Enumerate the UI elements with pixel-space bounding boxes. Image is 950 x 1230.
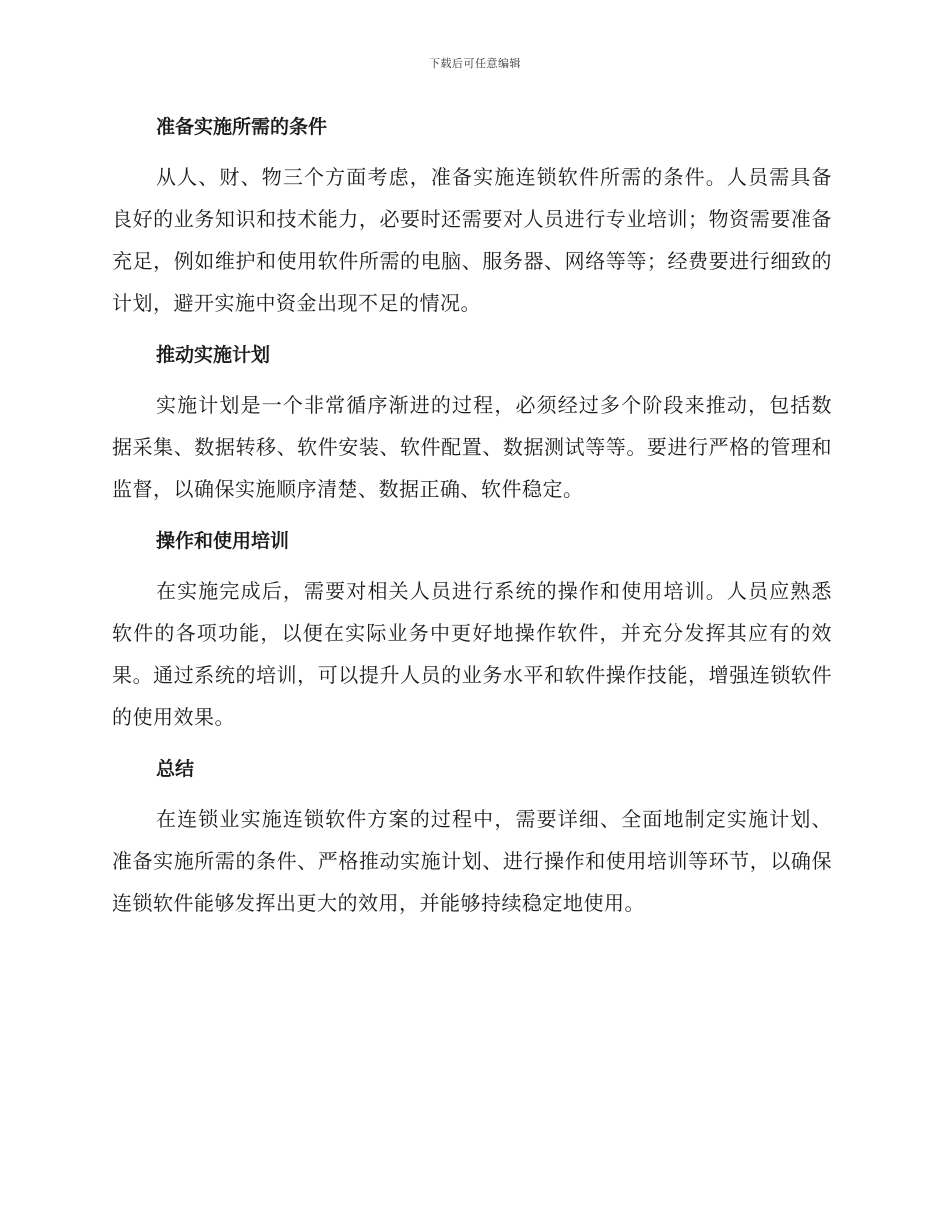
page-header: 下载后可任意编辑 bbox=[429, 57, 521, 70]
section-heading-conditions: 准备实施所需的条件 bbox=[156, 116, 328, 138]
section-heading-plan: 推动实施计划 bbox=[156, 344, 271, 366]
section-paragraph-training: 在实施完成后，需要对相关人员进行系统的操作和使用培训。人员应熟悉软件的各项功能，以便在实际业务中更好地操作软件，并充分发挥其应有的效果。通过系统的培训，可以提升人员的业务水平和软件操作技能，增强连锁软件的使用效果。 bbox=[112, 579, 832, 729]
section-paragraph-summary: 在连锁业实施连锁软件方案的过程中，需要详细、全面地制定实施计划、准备实施所需的条件、严格推动实施计划、进行操作和使用培训等环节，以确保连锁软件能够发挥出更大的效用，并能够持续稳定地使用。 bbox=[112, 807, 832, 915]
document-body bbox=[112, 108, 832, 936]
section-paragraph-plan: 实施计划是一个非常循序渐进的过程，必须经过多个阶段来推动，包括数据采集、数据转移、软件安装、软件配置、数据测试等等。要进行严格的管理和监督，以确保实施顺序清楚、数据正确、软件稳定。 bbox=[112, 393, 832, 501]
section-heading-training: 操作和使用培训 bbox=[156, 530, 290, 552]
section-paragraph-conditions: 从人、财、物三个方面考虑，准备实施连锁软件所需的条件。人员需具备良好的业务知识和技术能力，必要时还需要对人员进行专业培训；物资需要准备充足，例如维护和使用软件所需的电脑、服务器、网络等等；经费要进行细致的计划，避开实施中资金出现不足的情况。 bbox=[112, 165, 832, 315]
section-heading-summary: 总结 bbox=[156, 758, 195, 780]
